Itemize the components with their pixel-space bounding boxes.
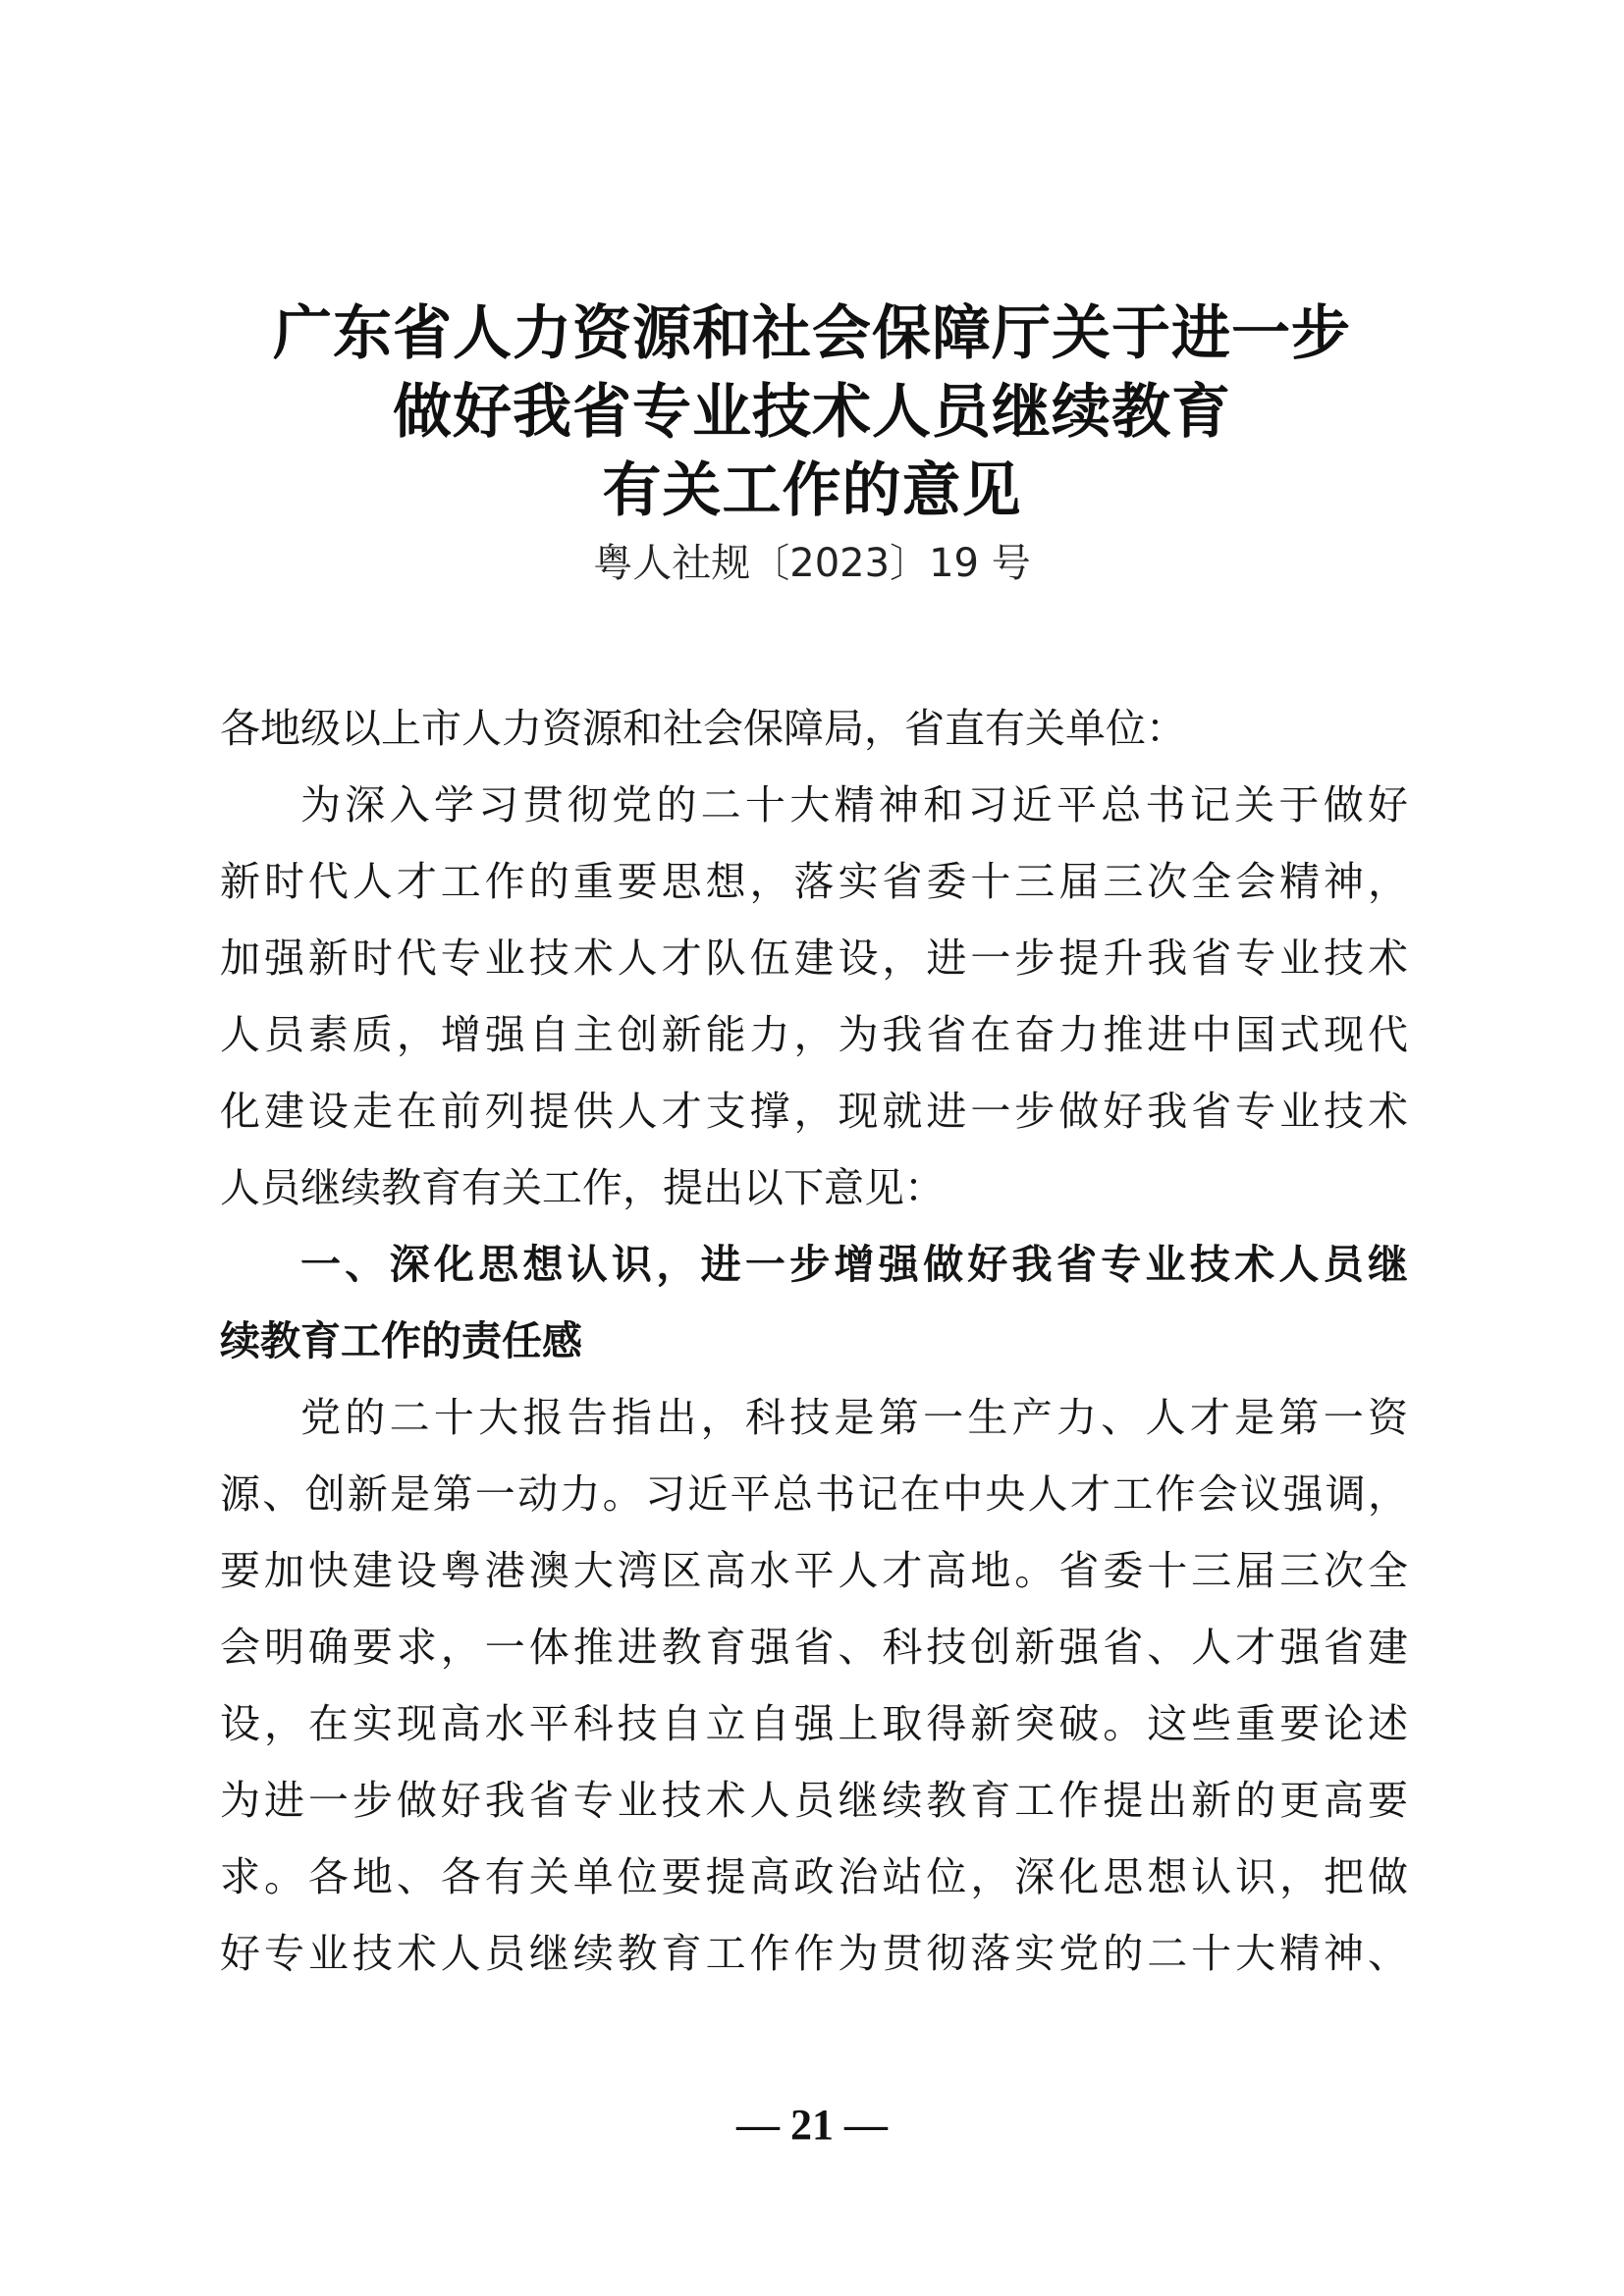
intro-paragraph-line: 加强新时代专业技术人才队伍建设，进一步提升我省专业技术 [220, 934, 1408, 982]
section-paragraph-line: 求。各地、各有关单位要提高政治站位，深化思想认识，把做 [220, 1853, 1408, 1900]
section-heading-line: 续教育工作的责任感 [220, 1317, 582, 1364]
section-paragraph-line: 要加快建设粤港澳大湾区高水平人才高地。省委十三届三次全 [220, 1547, 1408, 1594]
document-title-line-1: 广东省人力资源和社会保障厅关于进一步 [273, 299, 1351, 368]
intro-paragraph-line: 人员继续教育有关工作，提出以下意见： [220, 1164, 945, 1211]
document-title-line-2: 做好我省专业技术人员继续教育 [393, 378, 1231, 447]
section-paragraph-line: 设，在实现高水平科技自立自强上取得新突破。这些重要论述 [220, 1700, 1408, 1747]
section-heading-line: 一、深化思想认识，进一步增强做好我省专业技术人员继 [300, 1241, 1408, 1288]
document-title-line-3: 有关工作的意见 [602, 456, 1022, 525]
document-number: 粤人社规〔2023〕19 号 [593, 541, 1031, 586]
salutation: 各地级以上市人力资源和社会保障局，省直有关单位： [220, 705, 1186, 752]
intro-paragraph-line: 为深入学习贯彻党的二十大精神和习近平总书记关于做好 [300, 781, 1408, 828]
intro-paragraph-line: 人员素质，增强自主创新能力，为我省在奋力推进中国式现代 [220, 1011, 1408, 1058]
section-paragraph-line: 源、创新是第一动力。习近平总书记在中央人才工作会议强调， [220, 1470, 1408, 1518]
intro-paragraph-line: 化建设走在前列提供人才支撑，现就进一步做好我省专业技术 [220, 1088, 1408, 1135]
section-paragraph-line: 会明确要求，一体推进教育强省、科技创新强省、人才强省建 [220, 1624, 1408, 1671]
page-number: — 21 — [736, 2101, 888, 2149]
section-paragraph-line: 党的二十大报告指出，科技是第一生产力、人才是第一资 [300, 1394, 1408, 1441]
section-paragraph-line: 为进一步做好我省专业技术人员继续教育工作提出新的更高要 [220, 1777, 1408, 1824]
intro-paragraph-line: 新时代人才工作的重要思想，落实省委十三届三次全会精神， [220, 858, 1408, 905]
section-paragraph-line: 好专业技术人员继续教育工作作为贯彻落实党的二十大精神、 [220, 1930, 1408, 1977]
